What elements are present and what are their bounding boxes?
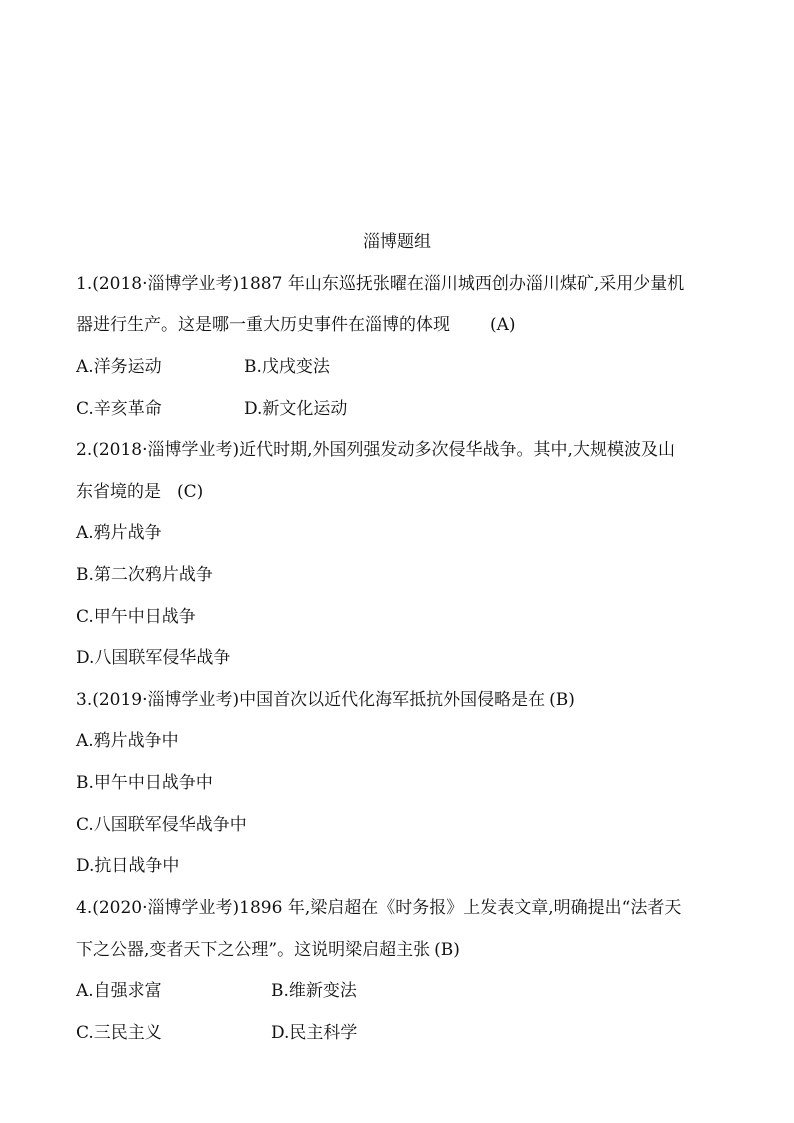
question-4-option-a: A.自强求富: [76, 981, 162, 1001]
question-1-answer: (A): [490, 315, 516, 335]
question-2-option-b: B.第二次鸦片战争: [76, 565, 213, 585]
question-3-option-c: C.八国联军侵华战争中: [76, 815, 247, 835]
question-2-line-1: 2.(2018·淄博学业考)近代时期,外国列强发动多次侵华战争。其中,大规模波及山: [76, 440, 675, 460]
question-4-option-d: D.民主科学: [271, 1023, 358, 1043]
question-1-option-d: D.新文化运动: [244, 399, 348, 419]
page-title: 淄博题组: [363, 232, 431, 252]
question-4-line-1: 4.(2020·淄博学业考)1896 年,梁启超在《时务报》上发表文章,明确提出“法者天: [76, 898, 682, 918]
question-2-option-a: A.鸦片战争: [76, 523, 162, 543]
question-3-stem: 3.(2019·淄博学业考)中国首次以近代化海军抵抗外国侵略是在: [76, 690, 546, 710]
question-4-line-2: [76, 939, 460, 961]
question-4-option-c: C.三民主义: [76, 1023, 162, 1043]
question-3-option-a: A.鸦片战争中: [76, 731, 179, 751]
question-2-stem-end: 东省境的是: [76, 482, 161, 502]
question-1-option-a: A.洋务运动: [76, 357, 162, 377]
question-1-line-2: [76, 314, 516, 336]
question-2-option-d: D.八国联军侵华战争: [76, 648, 231, 668]
question-4-answer: (B): [434, 940, 460, 960]
question-3-option-b: B.甲午中日战争中: [76, 773, 213, 793]
question-1-option-c: C.辛亥革命: [76, 399, 162, 419]
question-4-stem-end: 下之公器,变者天下之公理”。这说明梁启超主张: [76, 940, 431, 960]
question-3-line-1: [76, 689, 575, 711]
question-3-answer: (B): [549, 690, 575, 710]
question-2-line-2: [76, 481, 203, 503]
question-1-option-b: B.戊戌变法: [244, 357, 330, 377]
question-4-option-b: B.维新变法: [271, 981, 357, 1001]
question-2-answer: (C): [177, 482, 204, 502]
question-1-line-1: 1.(2018·淄博学业考)1887 年山东巡抚张曜在淄川城西创办淄川煤矿,采用少量机: [76, 274, 685, 294]
question-1-stem-end: 器进行生产。这是哪一重大历史事件在淄博的体现: [76, 315, 450, 335]
question-2-option-c: C.甲午中日战争: [76, 607, 196, 627]
question-3-option-d: D.抗日战争中: [76, 856, 180, 876]
